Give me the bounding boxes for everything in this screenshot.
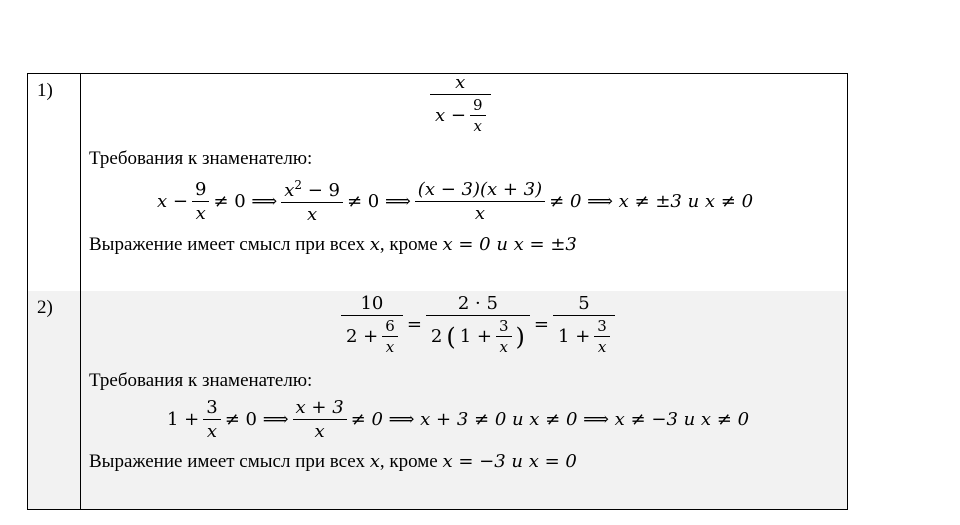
requirement-label: Требования к знаменателю: <box>89 370 313 391</box>
given-expression: 10 2 + $\frac{6}{x}$ = 2 · 5 2 ( 1 + $\frac{3}{x}$ ) = 5 1 + $\frac{3}{x}$ <box>339 293 617 356</box>
row-number-cell <box>28 74 81 291</box>
solution-table <box>27 73 848 510</box>
given-expression: x x − $\frac{9}{x}$ <box>430 72 491 135</box>
table-row <box>28 74 847 292</box>
conclusion: Выражение имеет смысл при всех x, кроме x = −3 и x = 0 <box>89 451 577 472</box>
row-number: 1) <box>37 80 53 101</box>
row-number-cell <box>28 291 81 509</box>
row-number: 2) <box>37 297 53 318</box>
denominator-chain: x − $\frac{9}{x}$ ≠ 0 ⟹ $\frac{x^2 - 9}{x}$ ≠ 0 ⟹ $\frac{(x - 3)(x + 3)}{x}$ ≠ 0 ⟹ x ≠ ±3 и x ≠ 0 <box>157 178 754 225</box>
row-content <box>81 74 847 291</box>
conclusion: Выражение имеет смысл при всех x, кроме x = 0 и x = ±3 <box>89 234 577 255</box>
row-content <box>81 291 847 509</box>
denominator-chain: 1 + $\frac{3}{x}$ ≠ 0 ⟹ $\frac{x + 3}{x}$ ≠ 0 ⟹ x + 3 ≠ 0 и x ≠ 0 ⟹ x ≠ −3 и x ≠ 0 <box>167 397 750 442</box>
table-row <box>28 291 847 509</box>
requirement-label: Требования к знаменателю: <box>89 148 313 169</box>
